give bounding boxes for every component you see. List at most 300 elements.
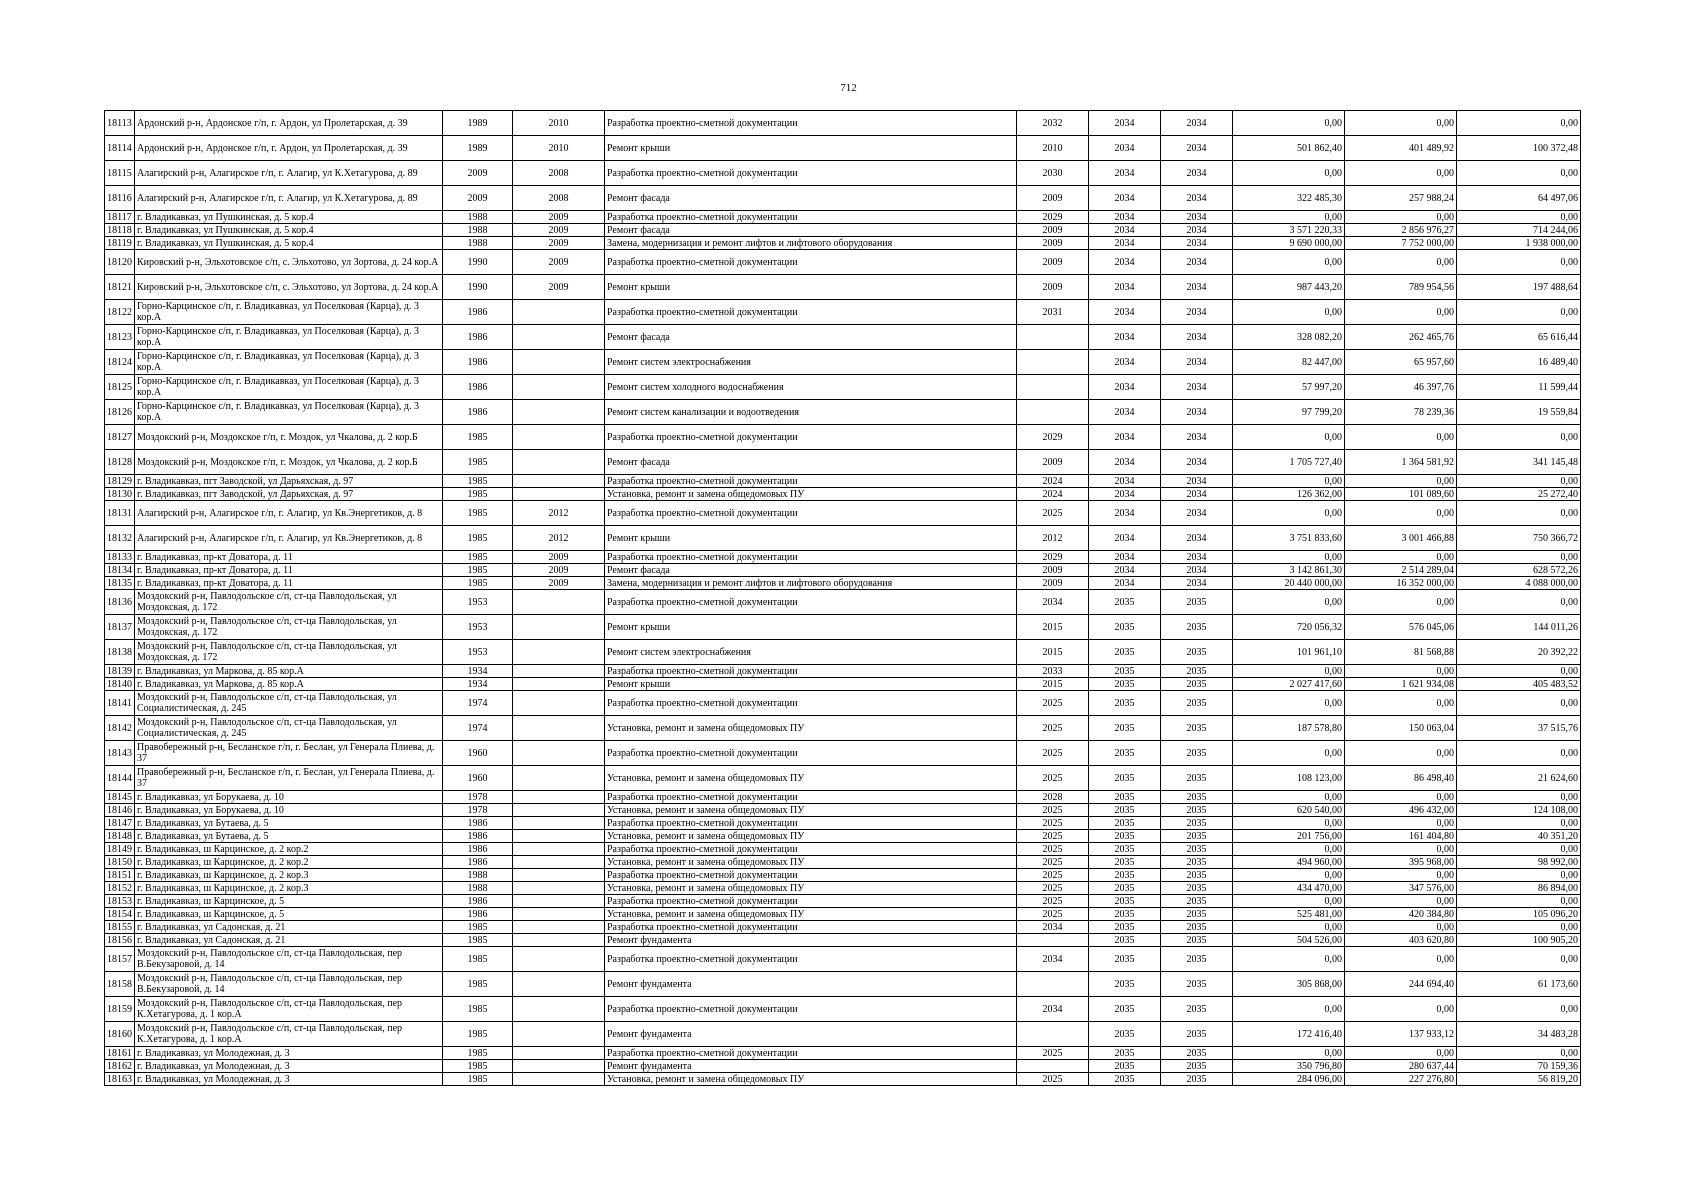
last-repair-year-cell: 2008 bbox=[513, 186, 605, 211]
build-year-cell: 1985 bbox=[443, 1022, 513, 1047]
fund-cost-cell: 0,00 bbox=[1345, 691, 1457, 716]
fund-cost-cell: 0,00 bbox=[1345, 211, 1457, 224]
work-type-cell: Разработка проектно-сметной документации bbox=[605, 997, 1017, 1022]
work-type-cell: Ремонт фасада bbox=[605, 186, 1017, 211]
build-year-cell: 1986 bbox=[443, 350, 513, 375]
row-number: 18141 bbox=[105, 691, 135, 716]
owner-cost-cell: 0,00 bbox=[1457, 843, 1581, 856]
normative-year-cell: 2009 bbox=[1017, 237, 1089, 250]
planned-year-2-cell: 2034 bbox=[1161, 325, 1233, 350]
last-repair-year-cell bbox=[513, 934, 605, 947]
planned-year-cell: 2035 bbox=[1089, 791, 1161, 804]
planned-year-cell: 2035 bbox=[1089, 615, 1161, 640]
address-cell: г. Владикавказ, пгт Заводской, ул Дарьяхская, д. 97 bbox=[135, 475, 443, 488]
row-number: 18144 bbox=[105, 766, 135, 791]
normative-year-cell: 2025 bbox=[1017, 1073, 1089, 1086]
planned-year-cell: 2034 bbox=[1089, 526, 1161, 551]
table-row bbox=[105, 1073, 1581, 1086]
total-cost-cell: 3 571 220,33 bbox=[1233, 224, 1345, 237]
total-cost-cell: 0,00 bbox=[1233, 551, 1345, 564]
table-row bbox=[105, 908, 1581, 921]
row-number: 18147 bbox=[105, 817, 135, 830]
address-cell: г. Владикавказ, ш Карцинское, д. 2 кор.3 bbox=[135, 869, 443, 882]
build-year-cell: 1985 bbox=[443, 551, 513, 564]
work-type-cell: Установка, ремонт и замена общедомовых ПУ bbox=[605, 856, 1017, 869]
last-repair-year-cell bbox=[513, 741, 605, 766]
last-repair-year-cell bbox=[513, 869, 605, 882]
fund-cost-cell: 347 576,00 bbox=[1345, 882, 1457, 895]
last-repair-year-cell bbox=[513, 1047, 605, 1060]
work-type-cell: Ремонт систем канализации и водоотведения bbox=[605, 400, 1017, 425]
owner-cost-cell: 0,00 bbox=[1457, 300, 1581, 325]
address-cell: г. Владикавказ, ул Бутаева, д. 5 bbox=[135, 830, 443, 843]
last-repair-year-cell: 2009 bbox=[513, 564, 605, 577]
planned-year-2-cell: 2034 bbox=[1161, 111, 1233, 136]
row-number: 18132 bbox=[105, 526, 135, 551]
normative-year-cell bbox=[1017, 972, 1089, 997]
address-cell: Горно-Карцинское с/п, г. Владикавказ, ул Поселковая (Карца), д. 3 кор.А bbox=[135, 375, 443, 400]
planned-year-cell: 2034 bbox=[1089, 161, 1161, 186]
planned-year-2-cell: 2034 bbox=[1161, 501, 1233, 526]
planned-year-2-cell: 2035 bbox=[1161, 856, 1233, 869]
total-cost-cell: 504 526,00 bbox=[1233, 934, 1345, 947]
last-repair-year-cell bbox=[513, 895, 605, 908]
planned-year-2-cell: 2035 bbox=[1161, 791, 1233, 804]
last-repair-year-cell: 2009 bbox=[513, 250, 605, 275]
normative-year-cell: 2025 bbox=[1017, 741, 1089, 766]
row-number: 18129 bbox=[105, 475, 135, 488]
address-cell: г. Владикавказ, ш Карцинское, д. 2 кор.3 bbox=[135, 882, 443, 895]
normative-year-cell: 2029 bbox=[1017, 211, 1089, 224]
build-year-cell: 1990 bbox=[443, 250, 513, 275]
work-type-cell: Замена, модернизация и ремонт лифтов и лифтового оборудования bbox=[605, 577, 1017, 590]
address-cell: Правобережный р-н, Бесланское г/п, г. Беслан, ул Генерала Плиева, д. 37 bbox=[135, 741, 443, 766]
fund-cost-cell: 0,00 bbox=[1345, 741, 1457, 766]
address-cell: Кировский р-н, Эльхотовское с/п, с. Эльхотово, ул Зортова, д. 24 кор.А bbox=[135, 275, 443, 300]
work-type-cell: Установка, ремонт и замена общедомовых ПУ bbox=[605, 908, 1017, 921]
table-row bbox=[105, 934, 1581, 947]
work-type-cell: Разработка проектно-сметной документации bbox=[605, 1047, 1017, 1060]
planned-year-cell: 2034 bbox=[1089, 350, 1161, 375]
row-number: 18158 bbox=[105, 972, 135, 997]
normative-year-cell bbox=[1017, 375, 1089, 400]
table-row bbox=[105, 224, 1581, 237]
planned-year-2-cell: 2034 bbox=[1161, 211, 1233, 224]
planned-year-cell: 2035 bbox=[1089, 856, 1161, 869]
fund-cost-cell: 3 001 466,88 bbox=[1345, 526, 1457, 551]
build-year-cell: 1953 bbox=[443, 640, 513, 665]
table-row bbox=[105, 450, 1581, 475]
address-cell: г. Владикавказ, ул Борукаева, д. 10 bbox=[135, 791, 443, 804]
last-repair-year-cell: 2010 bbox=[513, 111, 605, 136]
total-cost-cell: 350 796,80 bbox=[1233, 1060, 1345, 1073]
planned-year-2-cell: 2034 bbox=[1161, 161, 1233, 186]
work-type-cell: Установка, ремонт и замена общедомовых ПУ bbox=[605, 488, 1017, 501]
build-year-cell: 1934 bbox=[443, 665, 513, 678]
planned-year-2-cell: 2034 bbox=[1161, 577, 1233, 590]
address-cell: Моздокский р-н, Павлодольское с/п, ст-ца Павлодольская, ул Социалистическая, д. 245 bbox=[135, 691, 443, 716]
owner-cost-cell: 34 483,28 bbox=[1457, 1022, 1581, 1047]
normative-year-cell: 2025 bbox=[1017, 869, 1089, 882]
normative-year-cell: 2009 bbox=[1017, 450, 1089, 475]
row-number: 18156 bbox=[105, 934, 135, 947]
row-number: 18137 bbox=[105, 615, 135, 640]
work-type-cell: Разработка проектно-сметной документации bbox=[605, 425, 1017, 450]
normative-year-cell: 2034 bbox=[1017, 590, 1089, 615]
fund-cost-cell: 0,00 bbox=[1345, 843, 1457, 856]
owner-cost-cell: 100 372,48 bbox=[1457, 136, 1581, 161]
work-type-cell: Разработка проектно-сметной документации bbox=[605, 817, 1017, 830]
table-row bbox=[105, 791, 1581, 804]
build-year-cell: 1985 bbox=[443, 934, 513, 947]
planned-year-cell: 2035 bbox=[1089, 716, 1161, 741]
address-cell: Алагирский р-н, Алагирское г/п, г. Алагир, ул Кв.Энергетиков, д. 8 bbox=[135, 526, 443, 551]
table-row bbox=[105, 665, 1581, 678]
table-row bbox=[105, 526, 1581, 551]
table-row bbox=[105, 375, 1581, 400]
table-row bbox=[105, 211, 1581, 224]
planned-year-cell: 2034 bbox=[1089, 211, 1161, 224]
planned-year-cell: 2034 bbox=[1089, 224, 1161, 237]
owner-cost-cell: 0,00 bbox=[1457, 111, 1581, 136]
normative-year-cell: 2030 bbox=[1017, 161, 1089, 186]
row-number: 18123 bbox=[105, 325, 135, 350]
row-number: 18121 bbox=[105, 275, 135, 300]
last-repair-year-cell bbox=[513, 400, 605, 425]
work-type-cell: Ремонт систем электроснабжения bbox=[605, 350, 1017, 375]
total-cost-cell: 525 481,00 bbox=[1233, 908, 1345, 921]
table-row bbox=[105, 136, 1581, 161]
total-cost-cell: 0,00 bbox=[1233, 475, 1345, 488]
owner-cost-cell: 105 096,20 bbox=[1457, 908, 1581, 921]
planned-year-2-cell: 2035 bbox=[1161, 691, 1233, 716]
table-row bbox=[105, 590, 1581, 615]
fund-cost-cell: 496 432,00 bbox=[1345, 804, 1457, 817]
planned-year-2-cell: 2034 bbox=[1161, 488, 1233, 501]
planned-year-2-cell: 2034 bbox=[1161, 375, 1233, 400]
fund-cost-cell: 161 404,80 bbox=[1345, 830, 1457, 843]
last-repair-year-cell bbox=[513, 678, 605, 691]
planned-year-cell: 2035 bbox=[1089, 817, 1161, 830]
owner-cost-cell: 405 483,52 bbox=[1457, 678, 1581, 691]
work-type-cell: Разработка проектно-сметной документации bbox=[605, 161, 1017, 186]
planned-year-cell: 2035 bbox=[1089, 1047, 1161, 1060]
planned-year-cell: 2035 bbox=[1089, 869, 1161, 882]
owner-cost-cell: 0,00 bbox=[1457, 947, 1581, 972]
fund-cost-cell: 65 957,60 bbox=[1345, 350, 1457, 375]
planned-year-cell: 2034 bbox=[1089, 564, 1161, 577]
planned-year-2-cell: 2035 bbox=[1161, 1022, 1233, 1047]
last-repair-year-cell bbox=[513, 830, 605, 843]
last-repair-year-cell bbox=[513, 817, 605, 830]
row-number: 18135 bbox=[105, 577, 135, 590]
build-year-cell: 1986 bbox=[443, 856, 513, 869]
fund-cost-cell: 16 352 000,00 bbox=[1345, 577, 1457, 590]
build-year-cell: 2009 bbox=[443, 186, 513, 211]
normative-year-cell: 2034 bbox=[1017, 947, 1089, 972]
owner-cost-cell: 0,00 bbox=[1457, 1047, 1581, 1060]
total-cost-cell: 0,00 bbox=[1233, 590, 1345, 615]
normative-year-cell: 2033 bbox=[1017, 665, 1089, 678]
owner-cost-cell: 98 992,00 bbox=[1457, 856, 1581, 869]
owner-cost-cell: 144 011,26 bbox=[1457, 615, 1581, 640]
last-repair-year-cell bbox=[513, 590, 605, 615]
row-number: 18153 bbox=[105, 895, 135, 908]
build-year-cell: 1986 bbox=[443, 908, 513, 921]
last-repair-year-cell: 2008 bbox=[513, 161, 605, 186]
row-number: 18149 bbox=[105, 843, 135, 856]
last-repair-year-cell bbox=[513, 475, 605, 488]
owner-cost-cell: 0,00 bbox=[1457, 997, 1581, 1022]
fund-cost-cell: 2 856 976,27 bbox=[1345, 224, 1457, 237]
address-cell: Горно-Карцинское с/п, г. Владикавказ, ул Поселковая (Карца), д. 3 кор.А bbox=[135, 325, 443, 350]
address-cell: Горно-Карцинское с/п, г. Владикавказ, ул Поселковая (Карца), д. 3 кор.А bbox=[135, 300, 443, 325]
total-cost-cell: 0,00 bbox=[1233, 843, 1345, 856]
build-year-cell: 1986 bbox=[443, 375, 513, 400]
table-row bbox=[105, 615, 1581, 640]
table-row bbox=[105, 766, 1581, 791]
work-type-cell: Разработка проектно-сметной документации bbox=[605, 551, 1017, 564]
last-repair-year-cell bbox=[513, 997, 605, 1022]
owner-cost-cell: 750 366,72 bbox=[1457, 526, 1581, 551]
work-type-cell: Разработка проектно-сметной документации bbox=[605, 921, 1017, 934]
owner-cost-cell: 0,00 bbox=[1457, 250, 1581, 275]
normative-year-cell: 2031 bbox=[1017, 300, 1089, 325]
row-number: 18118 bbox=[105, 224, 135, 237]
build-year-cell: 1986 bbox=[443, 830, 513, 843]
planned-year-cell: 2035 bbox=[1089, 1060, 1161, 1073]
planned-year-cell: 2034 bbox=[1089, 111, 1161, 136]
build-year-cell: 1985 bbox=[443, 564, 513, 577]
owner-cost-cell: 0,00 bbox=[1457, 665, 1581, 678]
fund-cost-cell: 403 620,80 bbox=[1345, 934, 1457, 947]
planned-year-2-cell: 2034 bbox=[1161, 250, 1233, 275]
fund-cost-cell: 262 465,76 bbox=[1345, 325, 1457, 350]
build-year-cell: 1978 bbox=[443, 791, 513, 804]
work-type-cell: Ремонт фундамента bbox=[605, 1022, 1017, 1047]
owner-cost-cell: 21 624,60 bbox=[1457, 766, 1581, 791]
row-number: 18143 bbox=[105, 741, 135, 766]
row-number: 18139 bbox=[105, 665, 135, 678]
fund-cost-cell: 86 498,40 bbox=[1345, 766, 1457, 791]
planned-year-cell: 2035 bbox=[1089, 947, 1161, 972]
row-number: 18140 bbox=[105, 678, 135, 691]
row-number: 18128 bbox=[105, 450, 135, 475]
owner-cost-cell: 124 108,00 bbox=[1457, 804, 1581, 817]
address-cell: Алагирский р-н, Алагирское г/п, г. Алагир, ул К.Хетагурова, д. 89 bbox=[135, 161, 443, 186]
planned-year-cell: 2035 bbox=[1089, 766, 1161, 791]
work-type-cell: Ремонт крыши bbox=[605, 275, 1017, 300]
build-year-cell: 1989 bbox=[443, 111, 513, 136]
table-row bbox=[105, 425, 1581, 450]
fund-cost-cell: 0,00 bbox=[1345, 895, 1457, 908]
work-type-cell: Разработка проектно-сметной документации bbox=[605, 590, 1017, 615]
row-number: 18161 bbox=[105, 1047, 135, 1060]
row-number: 18116 bbox=[105, 186, 135, 211]
build-year-cell: 1934 bbox=[443, 678, 513, 691]
address-cell: Горно-Карцинское с/п, г. Владикавказ, ул Поселковая (Карца), д. 3 кор.А bbox=[135, 400, 443, 425]
total-cost-cell: 20 440 000,00 bbox=[1233, 577, 1345, 590]
table-row bbox=[105, 678, 1581, 691]
total-cost-cell: 284 096,00 bbox=[1233, 1073, 1345, 1086]
page-number: 712 bbox=[840, 82, 857, 94]
total-cost-cell: 987 443,20 bbox=[1233, 275, 1345, 300]
build-year-cell: 1974 bbox=[443, 691, 513, 716]
row-number: 18136 bbox=[105, 590, 135, 615]
work-type-cell: Разработка проектно-сметной документации bbox=[605, 475, 1017, 488]
planned-year-2-cell: 2035 bbox=[1161, 843, 1233, 856]
owner-cost-cell: 0,00 bbox=[1457, 895, 1581, 908]
total-cost-cell: 0,00 bbox=[1233, 869, 1345, 882]
planned-year-2-cell: 2035 bbox=[1161, 766, 1233, 791]
table-row bbox=[105, 817, 1581, 830]
work-type-cell: Разработка проектно-сметной документации bbox=[605, 791, 1017, 804]
build-year-cell: 1985 bbox=[443, 997, 513, 1022]
normative-year-cell: 2029 bbox=[1017, 425, 1089, 450]
last-repair-year-cell bbox=[513, 665, 605, 678]
total-cost-cell: 328 082,20 bbox=[1233, 325, 1345, 350]
fund-cost-cell: 0,00 bbox=[1345, 501, 1457, 526]
last-repair-year-cell bbox=[513, 425, 605, 450]
work-type-cell: Ремонт фундамента bbox=[605, 972, 1017, 997]
normative-year-cell: 2029 bbox=[1017, 551, 1089, 564]
work-type-cell: Разработка проектно-сметной документации bbox=[605, 691, 1017, 716]
last-repair-year-cell bbox=[513, 640, 605, 665]
normative-year-cell bbox=[1017, 325, 1089, 350]
address-cell: г. Владикавказ, пгт Заводской, ул Дарьяхская, д. 97 bbox=[135, 488, 443, 501]
work-type-cell: Разработка проектно-сметной документации bbox=[605, 250, 1017, 275]
last-repair-year-cell bbox=[513, 375, 605, 400]
fund-cost-cell: 0,00 bbox=[1345, 475, 1457, 488]
planned-year-2-cell: 2035 bbox=[1161, 1047, 1233, 1060]
planned-year-2-cell: 2035 bbox=[1161, 972, 1233, 997]
work-type-cell: Ремонт систем холодного водоснабжения bbox=[605, 375, 1017, 400]
planned-year-2-cell: 2035 bbox=[1161, 678, 1233, 691]
planned-year-cell: 2034 bbox=[1089, 275, 1161, 300]
address-cell: г. Владикавказ, пр-кт Доватора, д. 11 bbox=[135, 551, 443, 564]
last-repair-year-cell bbox=[513, 882, 605, 895]
last-repair-year-cell: 2009 bbox=[513, 551, 605, 564]
fund-cost-cell: 789 954,56 bbox=[1345, 275, 1457, 300]
planned-year-cell: 2035 bbox=[1089, 678, 1161, 691]
last-repair-year-cell: 2012 bbox=[513, 501, 605, 526]
row-number: 18159 bbox=[105, 997, 135, 1022]
build-year-cell: 1986 bbox=[443, 843, 513, 856]
row-number: 18124 bbox=[105, 350, 135, 375]
table-row bbox=[105, 882, 1581, 895]
work-type-cell: Ремонт систем электроснабжения bbox=[605, 640, 1017, 665]
table-row bbox=[105, 856, 1581, 869]
table-row bbox=[105, 640, 1581, 665]
build-year-cell: 1985 bbox=[443, 1047, 513, 1060]
fund-cost-cell: 257 988,24 bbox=[1345, 186, 1457, 211]
build-year-cell: 1986 bbox=[443, 300, 513, 325]
fund-cost-cell: 0,00 bbox=[1345, 869, 1457, 882]
planned-year-2-cell: 2034 bbox=[1161, 526, 1233, 551]
build-year-cell: 1985 bbox=[443, 526, 513, 551]
planned-year-2-cell: 2035 bbox=[1161, 804, 1233, 817]
row-number: 18117 bbox=[105, 211, 135, 224]
fund-cost-cell: 0,00 bbox=[1345, 947, 1457, 972]
work-type-cell: Ремонт крыши bbox=[605, 615, 1017, 640]
owner-cost-cell: 70 159,36 bbox=[1457, 1060, 1581, 1073]
address-cell: г. Владикавказ, ул Бутаева, д. 5 bbox=[135, 817, 443, 830]
owner-cost-cell: 86 894,00 bbox=[1457, 882, 1581, 895]
planned-year-cell: 2035 bbox=[1089, 804, 1161, 817]
owner-cost-cell: 0,00 bbox=[1457, 791, 1581, 804]
planned-year-2-cell: 2035 bbox=[1161, 1060, 1233, 1073]
table-row bbox=[105, 501, 1581, 526]
owner-cost-cell: 0,00 bbox=[1457, 590, 1581, 615]
fund-cost-cell: 227 276,80 bbox=[1345, 1073, 1457, 1086]
planned-year-2-cell: 2035 bbox=[1161, 817, 1233, 830]
planned-year-2-cell: 2034 bbox=[1161, 136, 1233, 161]
last-repair-year-cell bbox=[513, 488, 605, 501]
owner-cost-cell: 0,00 bbox=[1457, 741, 1581, 766]
build-year-cell: 1986 bbox=[443, 817, 513, 830]
work-type-cell: Разработка проектно-сметной документации bbox=[605, 741, 1017, 766]
work-type-cell: Разработка проектно-сметной документации bbox=[605, 843, 1017, 856]
planned-year-2-cell: 2035 bbox=[1161, 665, 1233, 678]
build-year-cell: 1986 bbox=[443, 895, 513, 908]
planned-year-2-cell: 2034 bbox=[1161, 475, 1233, 488]
work-type-cell: Ремонт фундамента bbox=[605, 1060, 1017, 1073]
planned-year-2-cell: 2034 bbox=[1161, 224, 1233, 237]
normative-year-cell: 2009 bbox=[1017, 577, 1089, 590]
table-row bbox=[105, 716, 1581, 741]
last-repair-year-cell bbox=[513, 350, 605, 375]
last-repair-year-cell bbox=[513, 325, 605, 350]
fund-cost-cell: 0,00 bbox=[1345, 817, 1457, 830]
planned-year-cell: 2035 bbox=[1089, 895, 1161, 908]
address-cell: г. Владикавказ, ул Пушкинская, д. 5 кор.4 bbox=[135, 237, 443, 250]
fund-cost-cell: 1 364 581,92 bbox=[1345, 450, 1457, 475]
last-repair-year-cell bbox=[513, 450, 605, 475]
address-cell: г. Владикавказ, ул Молодежная, д. 3 bbox=[135, 1073, 443, 1086]
normative-year-cell: 2010 bbox=[1017, 136, 1089, 161]
planned-year-cell: 2035 bbox=[1089, 590, 1161, 615]
build-year-cell: 1988 bbox=[443, 869, 513, 882]
table-row bbox=[105, 111, 1581, 136]
total-cost-cell: 0,00 bbox=[1233, 425, 1345, 450]
fund-cost-cell: 0,00 bbox=[1345, 161, 1457, 186]
repair-schedule-table bbox=[104, 110, 1581, 1086]
table-row bbox=[105, 250, 1581, 275]
table-row bbox=[105, 488, 1581, 501]
build-year-cell: 1988 bbox=[443, 882, 513, 895]
planned-year-cell: 2035 bbox=[1089, 921, 1161, 934]
planned-year-2-cell: 2034 bbox=[1161, 551, 1233, 564]
total-cost-cell: 172 416,40 bbox=[1233, 1022, 1345, 1047]
work-type-cell: Ремонт фасада bbox=[605, 450, 1017, 475]
fund-cost-cell: 280 637,44 bbox=[1345, 1060, 1457, 1073]
planned-year-2-cell: 2034 bbox=[1161, 300, 1233, 325]
address-cell: г. Владикавказ, ул Борукаева, д. 10 bbox=[135, 804, 443, 817]
owner-cost-cell: 65 616,44 bbox=[1457, 325, 1581, 350]
build-year-cell: 1989 bbox=[443, 136, 513, 161]
normative-year-cell: 2028 bbox=[1017, 791, 1089, 804]
owner-cost-cell: 100 905,20 bbox=[1457, 934, 1581, 947]
last-repair-year-cell: 2012 bbox=[513, 526, 605, 551]
planned-year-2-cell: 2034 bbox=[1161, 425, 1233, 450]
fund-cost-cell: 0,00 bbox=[1345, 921, 1457, 934]
row-number: 18119 bbox=[105, 237, 135, 250]
planned-year-2-cell: 2035 bbox=[1161, 830, 1233, 843]
table-row bbox=[105, 161, 1581, 186]
normative-year-cell: 2025 bbox=[1017, 843, 1089, 856]
address-cell: г. Владикавказ, ш Карцинское, д. 2 кор.2 bbox=[135, 843, 443, 856]
build-year-cell: 1985 bbox=[443, 1060, 513, 1073]
